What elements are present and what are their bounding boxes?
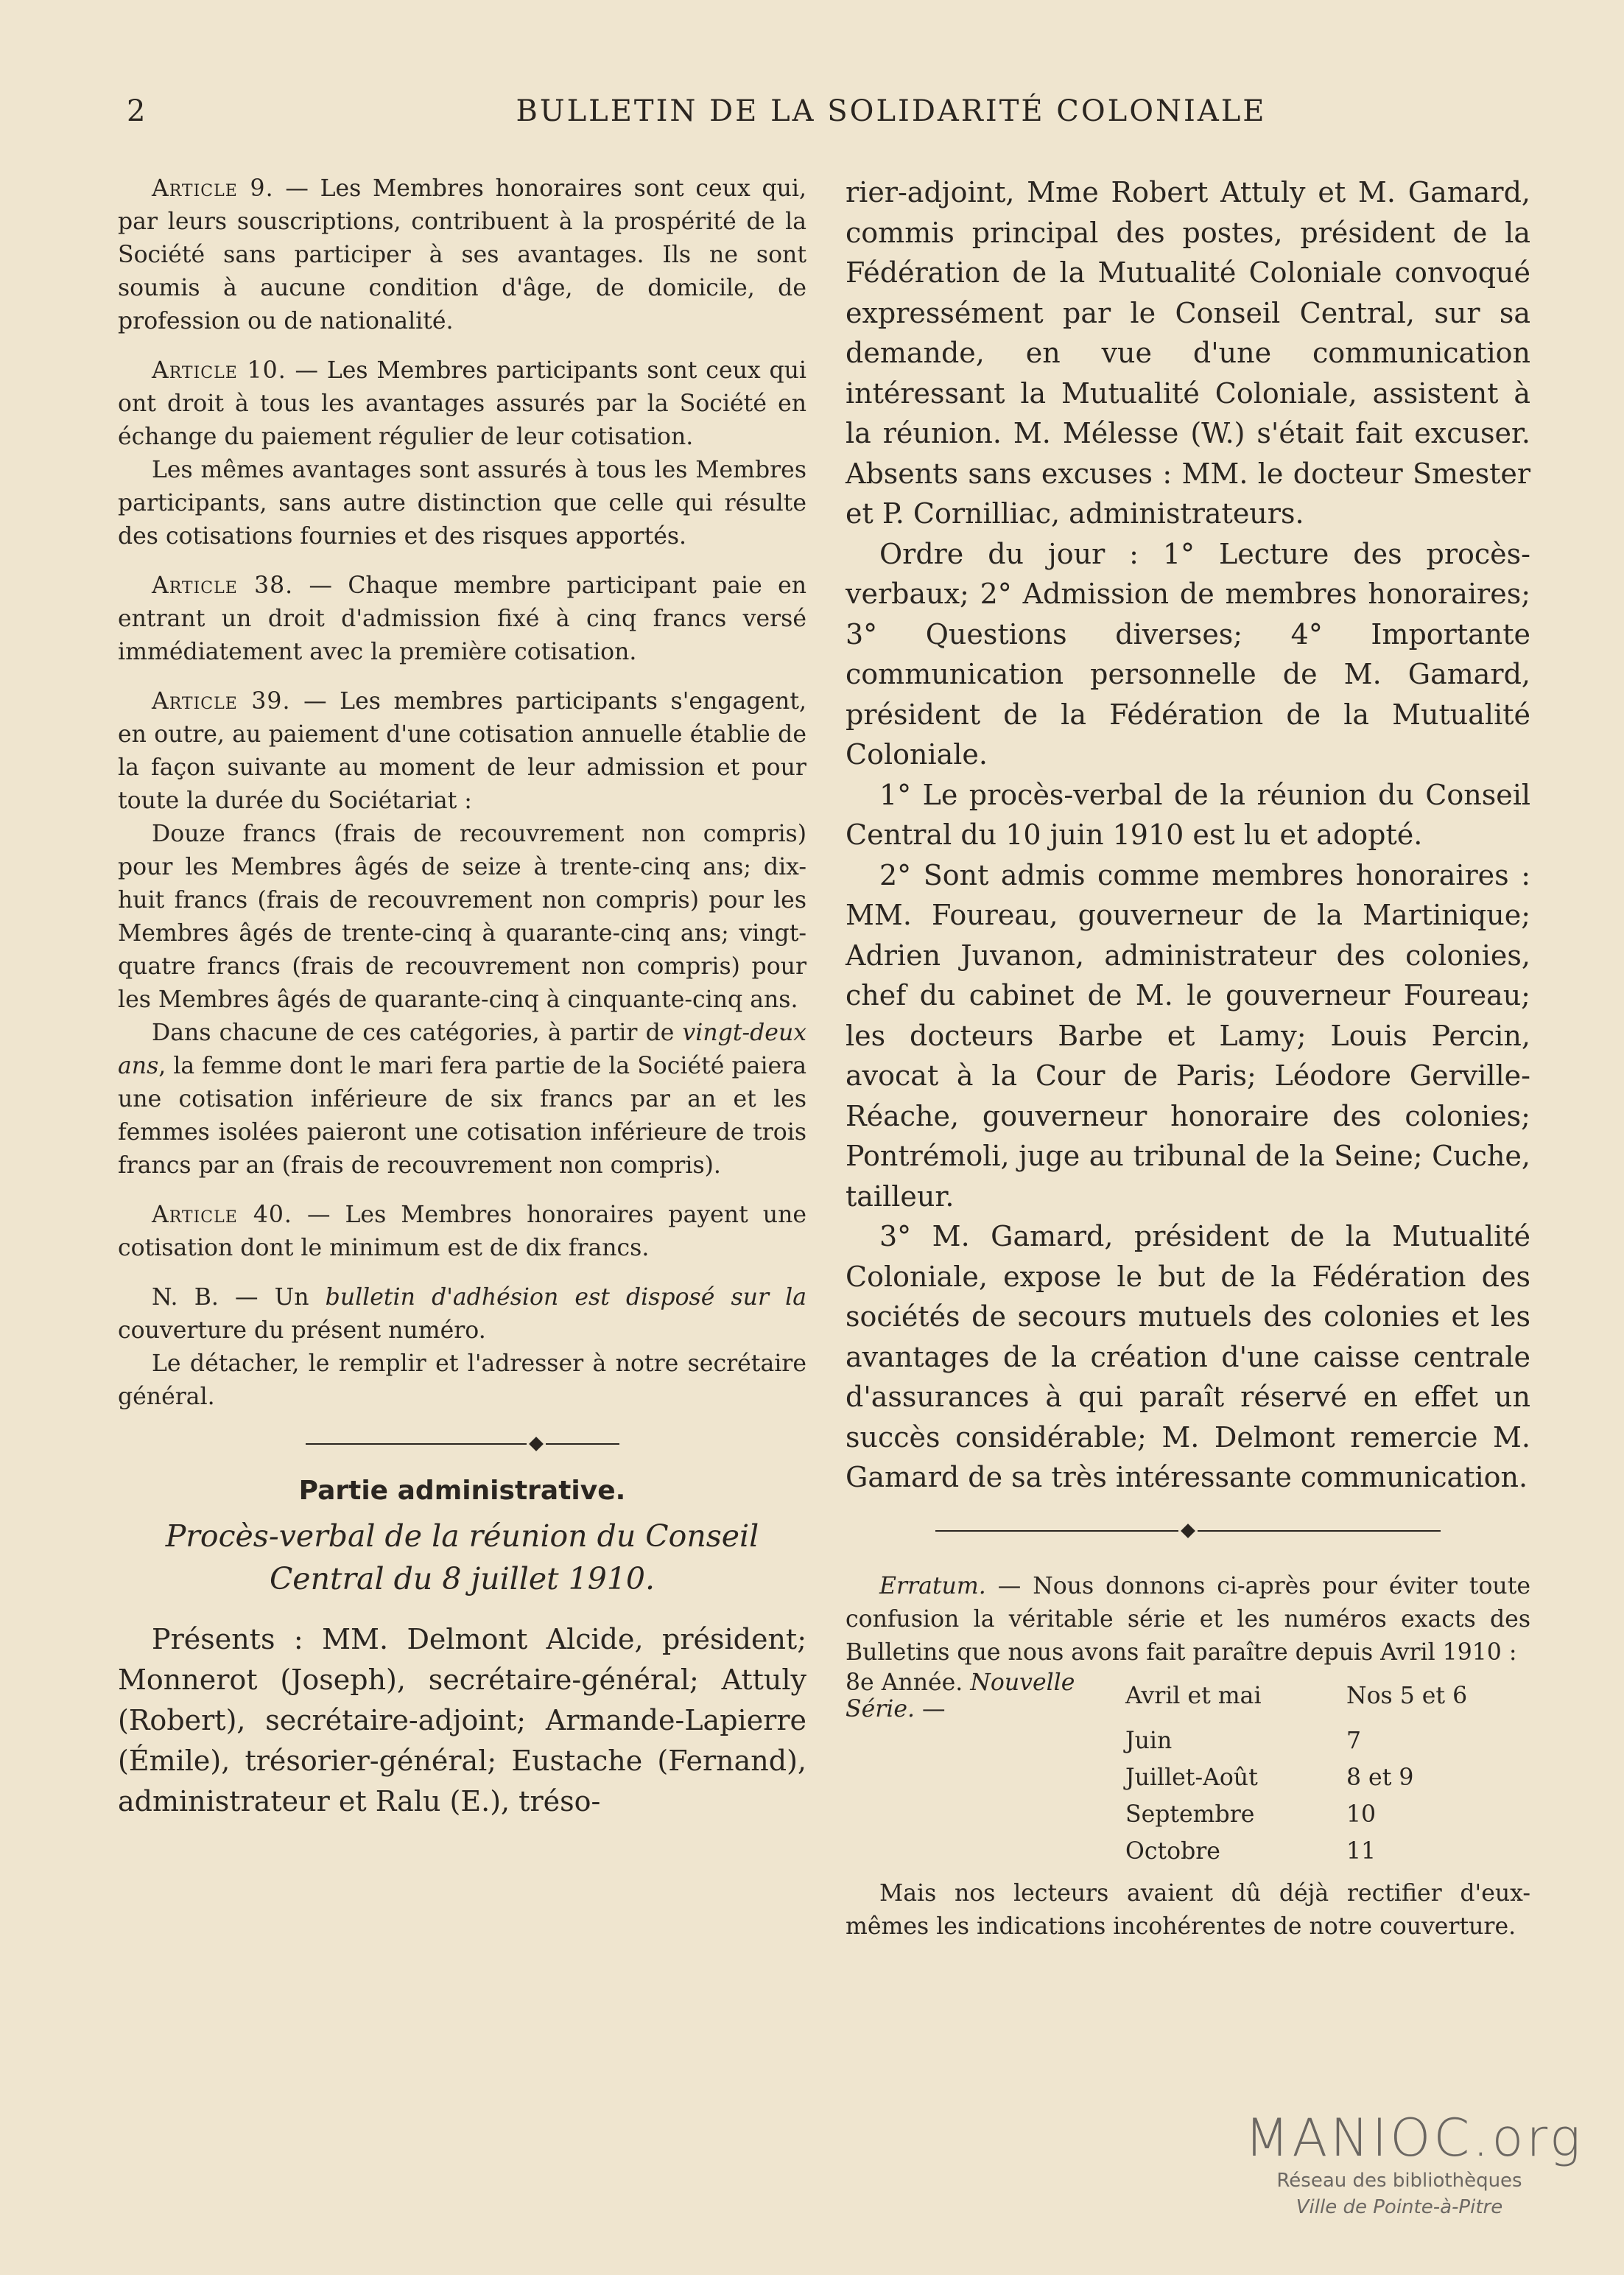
right-column <box>846 172 1530 1943</box>
errata-number: 11 <box>1346 1837 1377 1865</box>
minutes-item-3: 3° M. Gamard, président de la Mutualité Coloniale, expose le but de la Fédération des sociétés de secours mutuels des colonies et les avantages de la création d'une caisse centrale d'assurances à qui paraît réservé en effet un succès considérable; M. Delmont remercie M. Gamard de sa très intéressante communication. <box>846 1220 1530 1493</box>
table-row <box>846 1833 1508 1870</box>
table-row <box>846 1669 1508 1722</box>
empty-cell <box>846 1833 1125 1870</box>
text-run: Dans chacune de ces catégories, à partir de <box>152 1020 683 1046</box>
divider-line <box>935 1530 1178 1532</box>
article-label: Article 39. <box>152 688 291 715</box>
errata-year-cell <box>846 1669 1125 1722</box>
minutes-item-1: 1° Le procès-verbal de la réunion du Conseil Central du 10 juin 1910 est lu et adopté. <box>846 778 1530 851</box>
divider-diamond-icon <box>529 1437 544 1451</box>
table-row <box>846 1759 1508 1796</box>
divider-line <box>1198 1530 1441 1532</box>
section-divider <box>846 1526 1530 1536</box>
article-38 <box>118 569 806 669</box>
article-text: — Les membres participants s'engagent, en outre, au paiement d'une cotisation annuelle établie de la façon suivante au moment de leur admission et pour toute la durée du Sociétariat : <box>118 688 807 814</box>
erratum-paragraph <box>846 1570 1530 1669</box>
manioc-logo: MANIOC.org <box>1245 2108 1583 2168</box>
library-watermark <box>1245 2108 1583 2220</box>
errata-number: Nos 5 et 6 <box>1346 1682 1468 1709</box>
article-label: Article 40. <box>152 1202 292 1228</box>
errata-month: Septembre <box>1125 1801 1255 1828</box>
empty-cell <box>846 1796 1125 1833</box>
agenda: Ordre du jour : 1° Lecture des procès-verbaux; 2° Admission de membres honoraires; 3° Questions diverses; 4° Importante communication personnelle de M. Gamard, président de la Fédération de la Mutualité Coloniale. <box>846 537 1530 771</box>
section-title: Partie administrative. <box>298 1476 626 1506</box>
table-row <box>846 1722 1508 1759</box>
divider-diamond-icon <box>1181 1524 1195 1538</box>
errata-month: Juin <box>1125 1727 1173 1754</box>
errata-month: Octobre <box>1125 1837 1220 1865</box>
article-10-paragraph: Les mêmes avantages sont assurés à tous les Membres participants, sans autre distinction que celle qui résulte des cotisations fournies et des risques apportés. <box>118 457 806 550</box>
article-39-women <box>118 1017 806 1182</box>
page-number: 2 <box>127 94 146 128</box>
article-text: — Les Membres honoraires sont ceux qui, par leurs souscriptions, contribuent à la prospérité de la Société sans participer à ses avantages. Ils ne sont soumis à aucune condition d'âge, de domicile, de profession ou de nationalité. <box>118 175 807 334</box>
article-text: — Chaque membre participant paie en entrant un droit d'admission fixé à cinq francs versé immédiatement avec la première cotisation. <box>118 572 806 665</box>
minutes-item-2: 2° Sont admis comme membres honoraires : MM. Foureau, gouverneur de la Martinique; Adrien Juvanon, administrateur des colonies, chef du cabinet de M. le gouverneur Foureau; les docteurs Barbe et Lamy; Louis Percin, avocat à la Cour de Paris; Léodore Gerville-Réache, gouverneur honoraire des colonies; Pontrémoli, juge au tribunal de la Seine; Cuche, tailleur. <box>846 858 1530 1213</box>
article-10 <box>118 354 806 454</box>
closing-paragraph: Mais nos lecteurs avaient dû déjà rectifier d'eux-mêmes les indications incohérentes de notre couverture. <box>846 1879 1530 1940</box>
nota-bene-instructions: Le détacher, le remplir et l'adresser à notre secrétaire général. <box>118 1350 806 1410</box>
text-run: — <box>915 1695 946 1722</box>
page-header <box>0 94 1624 139</box>
erratum-label: Erratum. <box>879 1572 986 1599</box>
italic-run: Nouvelle Série. <box>846 1669 1075 1722</box>
errata-table <box>846 1669 1508 1870</box>
article-label: Article 38. <box>152 572 294 599</box>
empty-cell <box>846 1759 1125 1796</box>
article-40 <box>118 1199 806 1265</box>
text-run: 8e Année. <box>846 1669 971 1696</box>
italic-run: vingt-deux ans <box>118 1020 806 1079</box>
running-title: BULLETIN DE LA SOLIDARITÉ COLONIALE <box>516 94 1267 128</box>
minutes-title: Procès-verbal de la réunion du Conseil Central du 8 juillet 1910. <box>165 1518 759 1596</box>
text-run: — Nous donnons ci-après pour éviter toute confusion la véritable série et les numéros exacts des Bulletins que nous avons fait paraître depuis Avril 1910 : <box>846 1572 1530 1666</box>
left-column <box>118 172 806 1822</box>
text-run: N. B. — Un <box>152 1284 326 1311</box>
article-label: Article 10. <box>152 357 287 384</box>
article-text: — Les Membres honoraires payent une cotisation dont le minimum est de dix francs. <box>118 1202 807 1261</box>
attendees-paragraph: Présents : MM. Delmont Alcide, président; Monnerot (Joseph), secrétaire-général; Attuly (Robert), secrétaire-adjoint; Armande-Lapierre (Émile), trésorier-général; Eustache (Fernand), administrateur et Ralu (E.), tréso- <box>118 1623 806 1817</box>
article-39 <box>118 685 806 818</box>
errata-month: Juillet-Août <box>1125 1764 1258 1791</box>
table-row <box>846 1796 1508 1833</box>
errata-month: Avril et mai <box>1125 1682 1262 1709</box>
watermark-network: Réseau des bibliothèques <box>1276 2170 1522 2192</box>
divider-line <box>306 1443 527 1445</box>
errata-number: 10 <box>1346 1801 1377 1828</box>
text-run: couverture du présent numéro. <box>118 1317 486 1344</box>
watermark-city: Ville de Pointe-à-Pitre <box>1296 2196 1503 2218</box>
divider-line <box>546 1443 619 1445</box>
article-39-rates: Douze francs (frais de recouvrement non compris) pour les Membres âgés de seize à trente-cinq ans; dix-huit francs (frais de recouvrement non compris) pour les Membres âgés de trente-cinq à quarante-cinq ans; vingt-quatre francs (frais de recouvrement non compris) pour les Membres âgés de quarante-cinq à cinquante-cinq ans. <box>118 821 806 1013</box>
article-text: — Les Membres participants sont ceux qui ont droit à tous les avantages assurés par la Société en échange du paiement régulier de leur cotisation. <box>118 357 806 450</box>
italic-run: bulletin d'adhésion est disposé sur la <box>325 1284 807 1311</box>
nota-bene <box>118 1281 806 1347</box>
text-run: , la femme dont le mari fera partie de la Société paiera une cotisation inférieure de six francs par an et les femmes isolées paieront une cotisation inférieure de trois francs par an (frais de recouvrement non compris). <box>118 1053 806 1179</box>
empty-cell <box>846 1722 1125 1759</box>
article-9 <box>118 172 806 338</box>
section-divider <box>118 1439 806 1449</box>
article-label: Article 9. <box>152 175 274 202</box>
errata-number: 7 <box>1346 1727 1362 1754</box>
minutes-attendance: rier-adjoint, Mme Robert Attuly et M. Gamard, commis principal des postes, président de la Fédération de la Mutualité Coloniale convoqué expressément par le Conseil Central, sur sa demande, en vue d'une communication intéressant la Mutualité Coloniale, assistent à la réunion. M. Mélesse (W.) s'était fait excuser. Absents sans excuses : MM. le docteur Smester et P. Cornilliac, administrateurs. <box>846 176 1530 530</box>
errata-number: 8 et 9 <box>1346 1764 1414 1791</box>
